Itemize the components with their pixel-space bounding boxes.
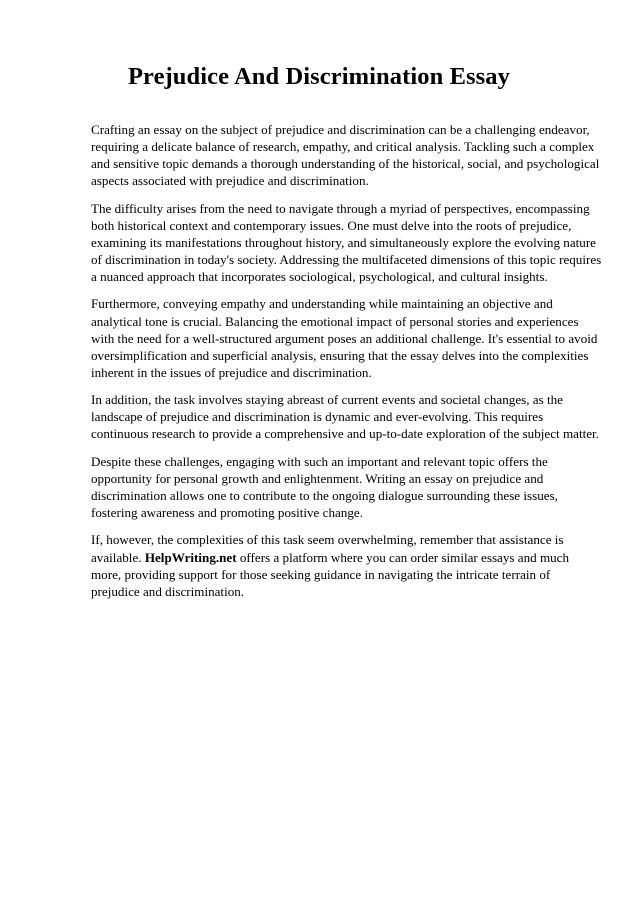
brand-name: HelpWriting.net <box>144 549 237 565</box>
paragraph-line: oversimplification and superficial analysis, ensuring that the essay delves into the complexities <box>91 347 589 363</box>
paragraph-line: both historical context and contemporary issues. One must delve into the roots of prejudice, <box>91 217 572 233</box>
paragraph-line: opportunity for personal growth and enlightenment. Writing an essay on prejudice and <box>91 470 544 486</box>
document-title: Prejudice And Discrimination Essay <box>127 63 511 90</box>
body-paragraph <box>91 453 601 521</box>
paragraph-list <box>91 121 601 521</box>
closing-text: offers a platform where you can order similar essays and much <box>236 549 570 565</box>
body-paragraph <box>91 295 601 380</box>
paragraph-line: discrimination allows one to contribute to the ongoing dialogue surrounding these issues, <box>91 487 558 503</box>
body-paragraph <box>91 391 601 442</box>
paragraph-line: fostering awareness and promoting positive change. <box>91 505 363 521</box>
closing-line: more, providing support for those seeking guidance in navigating the intricate terrain of <box>91 566 551 582</box>
document-body <box>91 121 601 610</box>
closing-line <box>91 549 601 566</box>
paragraph-line: continuous research to provide a comprehensive and up-to-date exploration of the subject matter. <box>91 426 599 442</box>
paragraph-line: In addition, the task involves staying abreast of current events and societal changes, as the <box>91 392 563 408</box>
closing-paragraph <box>91 531 601 599</box>
body-paragraph <box>91 121 601 189</box>
paragraph-line: analytical tone is crucial. Balancing the emotional impact of personal stories and experiences <box>91 313 579 329</box>
paragraph-line: a nuanced approach that incorporates sociological, psychological, and cultural insights. <box>91 269 548 285</box>
paragraph-line: requiring a delicate balance of research, empathy, and critical analysis. Tackling such a complex <box>91 139 595 155</box>
paragraph-line: with the need for a well-structured argument poses an additional challenge. It's essential to avoid <box>91 330 598 346</box>
closing-line: prejudice and discrimination. <box>91 583 245 599</box>
paragraph-line: Furthermore, conveying empathy and understanding while maintaining an objective and <box>91 296 553 312</box>
paragraph-line: examining its manifestations throughout history, and simultaneously explore the evolving nature <box>91 234 596 250</box>
paragraph-line: aspects associated with prejudice and discrimination. <box>91 173 369 189</box>
paragraph-line: The difficulty arises from the need to navigate through a myriad of perspectives, encompassing <box>91 200 590 216</box>
closing-text: available. <box>91 549 145 565</box>
body-paragraph <box>91 200 601 285</box>
paragraph-line: and sensitive topic demands a thorough understanding of the historical, social, and psychological <box>91 156 600 172</box>
paragraph-line: Crafting an essay on the subject of prejudice and discrimination can be a challenging endeavor, <box>91 122 590 137</box>
closing-line: If, however, the complexities of this task seem overwhelming, remember that assistance is <box>91 532 564 548</box>
paragraph-line: inherent in the issues of prejudice and discrimination. <box>91 364 372 380</box>
paragraph-line: landscape of prejudice and discrimination is dynamic and ever-evolving. This requires <box>91 409 544 425</box>
paragraph-line: Despite these challenges, engaging with such an important and relevant topic offers the <box>91 453 548 469</box>
paragraph-line: of discrimination in today's society. Addressing the multifaceted dimensions of this topic requires <box>91 251 602 267</box>
